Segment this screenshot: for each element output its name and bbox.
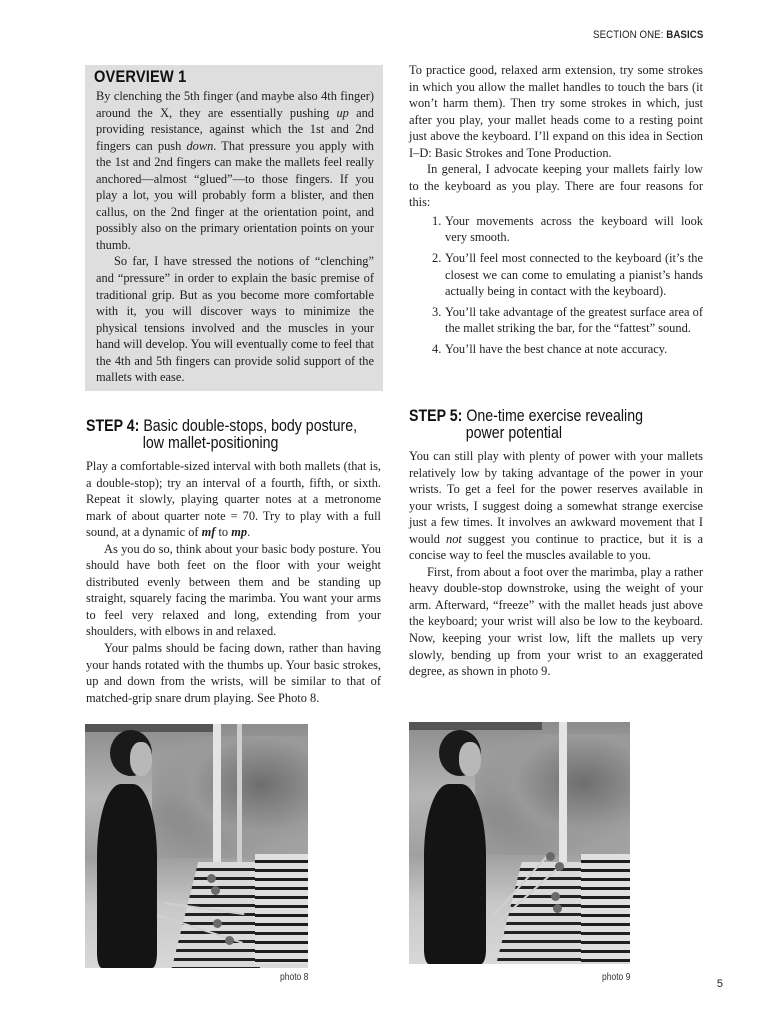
overview-title: OVERVIEW 1 [94,67,187,86]
emphasis-not: not [446,531,462,546]
step4-title-line2: low mallet-positioning [142,434,279,452]
step5-paragraph-2: First, from about a foot over the marimba, play a rather heavy double-stop downstroke, using the weight of your arm. Afterward, “freeze” with the mallet heads just above the keyboard; your wrist will also be low to the keyboard. Now, keeping your wrist low, lift the mallets up very slowly, bending up from your wrist to an exaggerated degree, as shown in photo 9. [409,564,703,679]
overview-paragraph-2: So far, I have stressed the notions of “clenching” and “pressure” in order to explain the basic premise of traditional grip. But as you become more comfortable with it, you will discover ways to minimize the physical tensions involved and the muscles in your hand will develop. You will eventually come to feel that the 4th and 5th fingers can provide solid support of the mallets with ease. [96,254,374,385]
reason-item: 1. Your movements across the keyboard will look very smooth. [432,213,703,245]
step5-paragraph-1: You can still play with plenty of power with your mallets relatively low by taking advantage of the power in your wrists. To get a feel for the power reserves available in your wrists, I suggest doing a somewhat strange exercise just a few times. It involves an awkward movement that I would not suggest you continue to practice, but it is a concise way to feel the muscles available to you. [409,449,703,563]
page-number: 5 [716,978,723,990]
overview-body [96,88,374,386]
step4-body [86,458,381,706]
right-column-top [409,62,703,361]
step4-label: STEP 4: [86,417,140,435]
step5-label: STEP 5: [409,407,463,425]
dynamic-mf: mf [201,525,216,540]
step4-paragraph-2: As you do so, think about your basic body posture. You should have both feet on the floor with your weight distributed evenly between them and be standing up straight, squarely facing the marimba. You want your arms to feel very relaxed and long, extending from your shoulders, with elbows in and relaxed. [86,541,381,639]
step4-title-line1: Basic double-stops, body posture, [139,417,358,435]
step5-heading [409,408,643,442]
arm-extension-paragraph: To practice good, relaxed arm extension, try some strokes in which you allow the mallet handles to touch the bars (it won’t harm them). Then try some strokes in which, just after you play, your mallet heads come to a resting point just above the keyboard. I’ll expand on this idea in Section I–D: Basic Strokes and Tone Production. [409,63,703,160]
step5-body [409,448,703,680]
low-mallets-paragraph: In general, I advocate keeping your mallets fairly low to the keyboard as you play. There are four reasons for this: [409,162,703,210]
photo-8-caption: photo 8 [279,972,308,983]
step4-paragraph-3: Your palms should be facing down, rather than having your hands rotated with the thumbs up. Your basic strokes, up and down from the wrists, will be similar to that of matched-grip snare drum playing. See Photo 8. [86,641,381,705]
photo-9 [409,722,630,964]
overview-box [85,65,383,391]
running-head [593,29,703,41]
step5-title-line2: power potential [465,424,563,442]
photo-8 [85,724,308,968]
dynamic-mp: mp [231,525,248,540]
running-head-section: SECTION ONE: [592,29,666,41]
reasons-list [409,213,703,357]
step4-paragraph-1: Play a comfortable-sized interval with both mallets (that is, a double-stop); try an interval of a fourth, fifth, or sixth. Repeat it slowly, playing quarter notes at a metronome mark of about quarter note = 70. Try to play with a full sound, at a dynamic of mf to mp. [86,459,381,540]
reason-item: 4. You’ll have the best chance at note accuracy. [432,341,668,356]
photo-9-caption: photo 9 [601,972,630,983]
step5-title-line1: One-time exercise revealing [462,407,643,425]
reason-item: 2. You’ll feel most connected to the keyboard (it’s the closest we can come to emulating a pianist’s hands actually being in contact with the keyboard). [432,251,703,299]
running-head-title: BASICS [665,29,703,41]
reason-item: 3. You’ll take advantage of the greatest surface area of the mallet striking the bar, for the “fattest” sound. [432,304,703,336]
overview-paragraph-1: By clenching the 5th finger (and maybe also 4th finger) around the X, they are essentially pushing up and providing resistance, against which the 1st and 2nd fingers can push down. That pressure you apply with the 1st and 2nd fingers can make the mallets feel really anchored—almost “glued”—to those fingers. If you play a lot, you will probably form a blister, and then callus, on the 2nd finger at the orientation point, and possibly also on the primary orientation points on your thumb. [96,89,374,252]
step4-heading [86,418,357,452]
